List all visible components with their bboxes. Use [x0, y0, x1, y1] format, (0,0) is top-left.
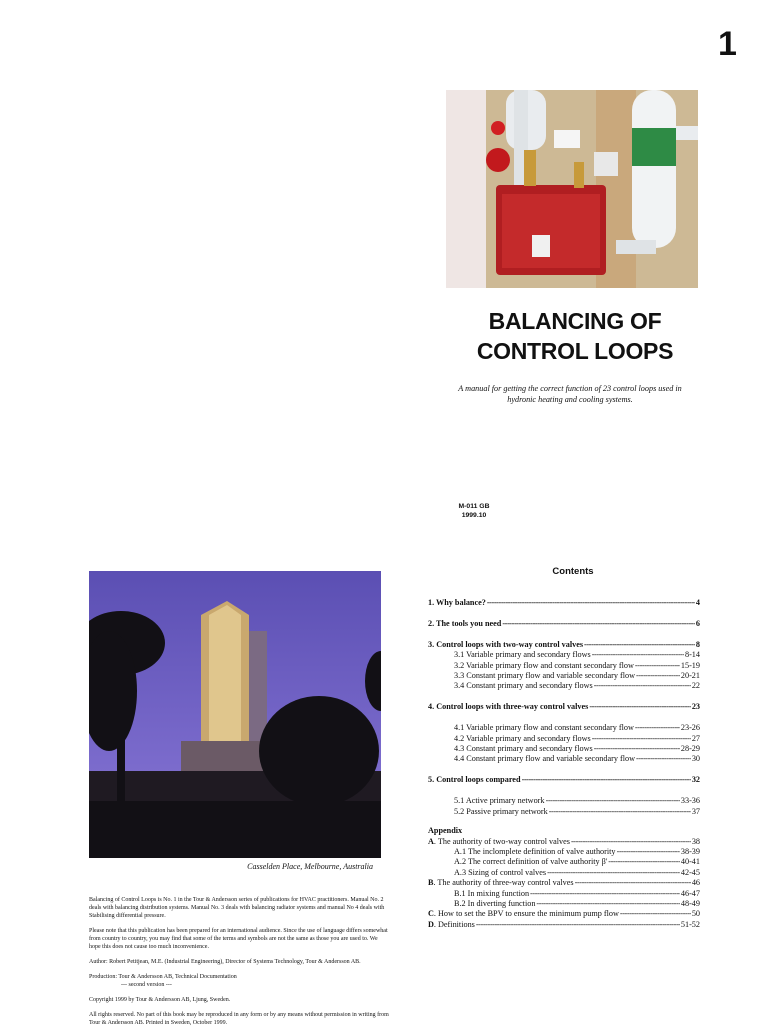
toc-page: 27: [691, 733, 700, 743]
toc-page: 6: [695, 618, 700, 628]
toc-page: 30: [691, 754, 700, 764]
toc-leader: [571, 837, 691, 847]
toc-appendix-a1[interactable]: [428, 847, 700, 857]
toc-appendix-a3[interactable]: [428, 868, 700, 878]
toc-label: 5.2 Passive primary network: [454, 806, 548, 816]
intro-paragraph-1: Balancing of Control Loops is No. 1 in the Tour & Andersson series of publications for HVAC practitioners. Manual No. 2 deals with balancing distribution systems. Manual No. 3 deals with balancing radiator systems and manual No 4 deals with Stabilising differential pressure.: [89, 897, 385, 919]
toc-label: 4.2 Variable primary and secondary flows: [454, 733, 591, 743]
toc-page: 38: [691, 836, 700, 846]
toc-label: A.1 The inclomplete definition of valve authority: [454, 846, 616, 856]
document-title: [430, 306, 720, 366]
toc-page: 48-49: [680, 898, 700, 908]
toc-page: 8-14: [684, 650, 700, 660]
toc-label: [428, 909, 619, 919]
toc-label: [428, 920, 475, 930]
toc-label: 1. Why balance?: [428, 598, 486, 607]
toc-label: 4.4 Constant primary flow and variable secondary flow: [454, 754, 635, 764]
version-line: --- second version ---: [121, 982, 172, 988]
toc-leader: [635, 723, 680, 733]
toc-leader: [530, 889, 680, 899]
appendix-letter: B: [428, 878, 434, 888]
toc-label: 3.4 Constant primary and secondary flows: [454, 681, 593, 691]
toc-label: 3.3 Constant primary flow and variable secondary flow: [454, 671, 635, 681]
title-line-2: CONTROL LOOPS: [476, 338, 674, 364]
toc-page: 32: [691, 775, 700, 785]
contents-heading: Contents: [552, 566, 594, 577]
toc-entry-3-2[interactable]: [428, 661, 700, 671]
toc-page: 4: [695, 598, 700, 607]
document-subtitle: A manual for getting the correct function of 23 control loops used in hydronic heating and cooling systems.: [458, 384, 682, 404]
toc-label: 4. Control loops with three-way control valves: [428, 702, 589, 712]
table-of-contents: [428, 598, 700, 930]
toc-leader: [608, 857, 680, 867]
toc-page: 46-47: [680, 888, 700, 898]
toc-appendix-a[interactable]: [428, 837, 700, 847]
toc-leader: [617, 847, 680, 857]
toc-appendix-d[interactable]: [428, 920, 700, 930]
toc-page: 40-41: [680, 857, 700, 867]
appendix-heading: Appendix: [428, 826, 463, 836]
toc-leader: [487, 598, 695, 608]
toc-leader: [546, 796, 680, 806]
toc-label: 4.1 Variable primary flow and constant secondary flow: [454, 723, 634, 733]
toc-entry-5-2[interactable]: [428, 807, 700, 817]
toc-label: B.1 In mixing function: [454, 888, 530, 898]
toc-label: 5. Control loops compared: [428, 775, 521, 785]
document-code: [454, 503, 494, 520]
appendix-letter: C: [428, 909, 434, 919]
toc-leader: [476, 920, 680, 930]
toc-leader: [547, 868, 680, 878]
toc-leader: [592, 734, 691, 744]
toc-label: A.2 The correct definition of valve authority β': [454, 857, 608, 867]
toc-page: 33-36: [680, 796, 700, 806]
toc-leader: [636, 754, 691, 764]
toc-appendix-b1[interactable]: [428, 889, 700, 899]
intro-production: [89, 973, 389, 989]
toc-entry-4-1[interactable]: [428, 723, 700, 733]
toc-leader: [575, 878, 691, 888]
toc-entry-3-4[interactable]: [428, 681, 700, 691]
toc-leader: [620, 909, 691, 919]
toc-leader: [502, 619, 695, 629]
toc-page: 22: [691, 681, 700, 691]
toc-entry-3-3[interactable]: [428, 671, 700, 681]
appendix-letter: D: [428, 919, 434, 929]
toc-entry-4-2[interactable]: [428, 734, 700, 744]
intro-text: [89, 896, 389, 1034]
appendix-letter: A: [428, 836, 434, 846]
toc-appendix-a2[interactable]: [428, 857, 700, 867]
toc-leader: [549, 807, 691, 817]
intro-copyright: Copyright 1999 by Tour & Andersson AB, Ljung, Sweden.: [89, 997, 231, 1003]
title-line-1: BALANCING OF: [488, 308, 662, 334]
cover-photo-equipment: [446, 90, 698, 288]
toc-entry-2[interactable]: [428, 619, 700, 629]
toc-leader: [592, 650, 684, 660]
toc-label: A.3 Sizing of control valves: [454, 867, 547, 877]
production-line: Production: Tour & Andersson AB, Technical Documentation: [89, 974, 237, 980]
toc-appendix-b2[interactable]: [428, 899, 700, 909]
appendix-title: . The authority of three-way control valves: [433, 878, 574, 888]
toc-label: [428, 837, 570, 847]
toc-leader: [536, 899, 679, 909]
toc-entry-3[interactable]: [428, 640, 700, 650]
toc-page: 38-39: [680, 846, 700, 856]
toc-leader: [594, 681, 691, 691]
doc-code-date: 1999.10: [461, 511, 487, 519]
toc-page: 37: [691, 806, 700, 816]
toc-page: 20-21: [680, 671, 700, 681]
toc-entry-5-1[interactable]: [428, 796, 700, 806]
toc-page: 50: [691, 909, 700, 919]
toc-page: 46: [691, 878, 700, 888]
building-photo: [89, 571, 381, 858]
appendix-title: . Definitions: [433, 919, 475, 929]
toc-page: 23-26: [680, 723, 700, 733]
toc-entry-3-1[interactable]: [428, 650, 700, 660]
toc-appendix-c[interactable]: [428, 909, 700, 919]
toc-label: [428, 878, 574, 888]
toc-leader: [522, 775, 691, 785]
toc-label: 4.3 Constant primary and secondary flows: [454, 744, 593, 754]
toc-page: 15-19: [680, 660, 700, 670]
toc-page: 8: [695, 639, 700, 649]
toc-label: 2. The tools you need: [428, 618, 502, 628]
toc-page: 51-52: [680, 919, 700, 929]
toc-leader: [636, 671, 680, 681]
intro-rights: All rights reserved. No part of this book may be reproduced in any form or by any means without permission in writing from Tour & Andersson AB. Printed in Sweden, October 1999.: [89, 1012, 389, 1026]
toc-label: 3.1 Variable primary and secondary flows: [454, 650, 591, 660]
toc-label: 3. Control loops with two-way control valves: [428, 639, 584, 649]
toc-label: 5.1 Active primary network: [454, 796, 545, 806]
appendix-title: . The authority of two-way control valves: [433, 836, 570, 846]
appendix-title: . How to set the BPV to ensure the minimum pump flow: [433, 909, 619, 919]
toc-page: 28-29: [680, 744, 700, 754]
intro-author: Author: Robert Petitjean, M.E. (Industrial Engineering), Director of Systems Technology, Tour & Andersson AB.: [89, 959, 361, 965]
toc-entry-4-4[interactable]: [428, 754, 700, 764]
toc-page: 42-45: [680, 867, 700, 877]
toc-entry-1[interactable]: [428, 598, 700, 608]
toc-leader: [584, 640, 695, 650]
page-number: 1: [718, 25, 737, 63]
toc-leader: [589, 702, 690, 712]
toc-leader: [594, 744, 680, 754]
toc-entry-4[interactable]: [428, 702, 700, 712]
intro-paragraph-2: Please note that this publication has been prepared for an international audience. Since the use of language differs somewhat from country to country, you may find that some of the terms and symbols are not the same as those you are used to. We hope this does not cause too much inconvenience.: [89, 928, 388, 950]
toc-appendix-b[interactable]: [428, 878, 700, 888]
photo-caption: Casselden Place, Melbourne, Australia: [247, 862, 373, 871]
doc-code-number: M-011 GB: [458, 503, 490, 510]
toc-entry-5[interactable]: [428, 775, 700, 785]
toc-entry-4-3[interactable]: [428, 744, 700, 754]
toc-page: 23: [691, 702, 700, 712]
toc-label: 3.2 Variable primary flow and constant secondary flow: [454, 660, 634, 670]
toc-label: B.2 In diverting function: [454, 898, 536, 908]
toc-leader: [635, 661, 680, 671]
